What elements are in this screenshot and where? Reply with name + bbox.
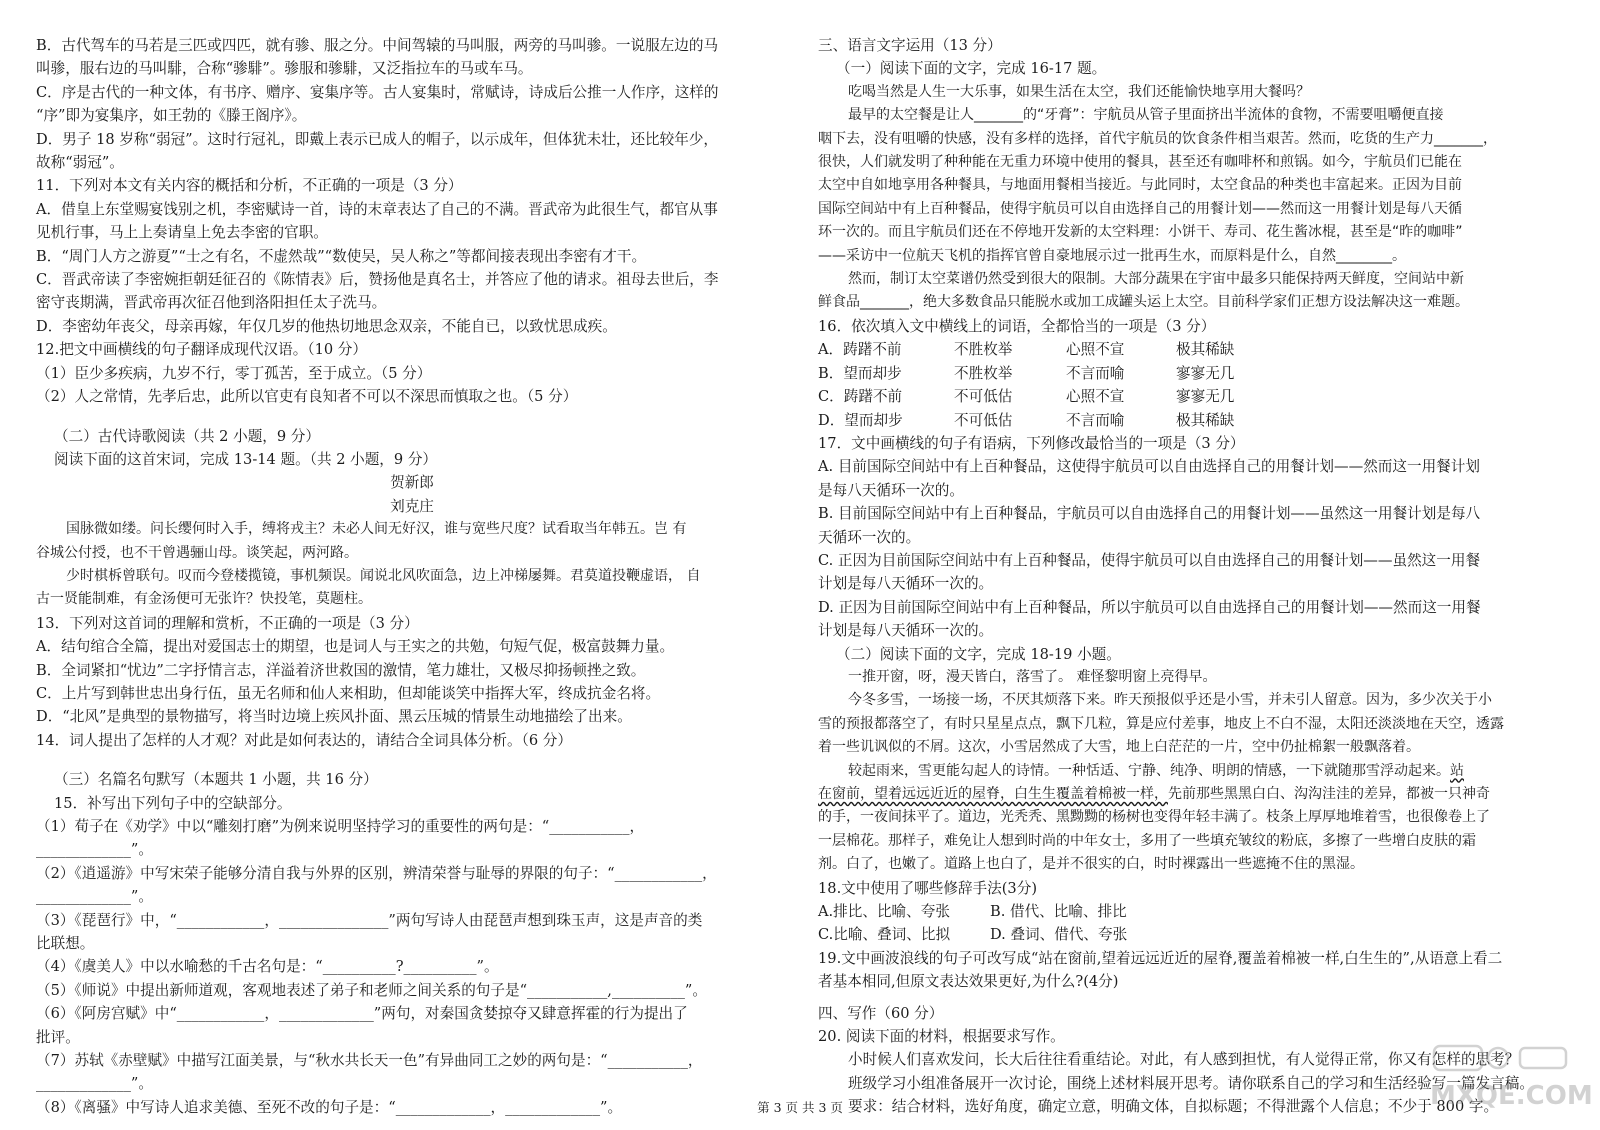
- text-line: 一层棉花。那样子，难免让人想到时尚的中年女士，多用了一些填充皱纹的粉底，多擦了一些增白皮肤的霜: [818, 832, 1476, 849]
- option-word: 寥寥无几: [1176, 364, 1235, 382]
- text-line: 13．下列对这首词的理解和赏析，不正确的一项是（3 分）: [36, 614, 419, 632]
- option-word: 不胜枚举: [954, 364, 1013, 382]
- text-span: 较起雨来，雪更能勾起人的诗情。一种恬适、宁静、纯净、明朗的情感，一下就随那雪浮动起来。: [848, 762, 1450, 779]
- option-word: 心照不宣: [1066, 388, 1125, 406]
- text-line: （4）《虞美人》中以水喻愁的千古名句是：“__________?__________”。: [36, 958, 499, 976]
- text-line: 国际空间站中有上百种餐品，使得宇航员可以自由选择自己的用餐计划——然而这一用餐计划是每八天循: [818, 200, 1462, 217]
- option-word: A．踌躇不前: [818, 341, 902, 359]
- text-line: 者基本相同,但原文表达效果更好,为什么?(4分): [818, 973, 1119, 991]
- text-line: 16．依次填入文中横线上的词语，全都恰当的一项是（3 分）: [818, 317, 1216, 335]
- text-line: 国脉微如缕。问长缨何时入手，缚将戎主？未必人间无好汉，谁与宽些尺度？试看取当年韩五。岂 有: [66, 521, 687, 538]
- text-line: B．全词紧扣“忧边”二字抒情言志，洋溢着济世救国的激情，笔力雄壮，又极尽抑扬顿挫之致。: [36, 661, 646, 679]
- question-stem: 18.文中使用了哪些修辞手法(3分): [818, 879, 1038, 897]
- text-line: 批评。: [36, 1028, 80, 1046]
- text-line: （5）《师说》中提出新师道观，客观地表述了弟子和老师之间关系的句子是“___________,__________”。: [36, 981, 707, 999]
- text-line: 见机行事，马上上奏请皇上免去李密的官职。: [36, 224, 328, 242]
- text-line: 比联想。: [36, 935, 95, 953]
- q17-and-passage: [818, 432, 1568, 760]
- text-line: 很快，人们就发明了种种能在无重力环境中使用的餐具，甚至还有咖啡杯和煎锅。如今，宇航员们已能在: [818, 154, 1462, 171]
- text-line: 17．文中画横线的句子有语病，下列修改最恰当的一项是（3 分）: [818, 434, 1245, 452]
- option-word: 极其稀缺: [1176, 341, 1235, 359]
- option-word: 不可低估: [954, 388, 1013, 406]
- wavy-underlined-sentence: 在窗前，望着远远近近的屋脊，白生生覆盖着棉被一样，: [818, 786, 1168, 802]
- page-footer: 第 3 页 共 3 页: [757, 1100, 843, 1115]
- text-line: 天循环一次的。: [818, 528, 921, 546]
- text-line: 15．补写出下列句子中的空缺部分。: [54, 794, 292, 812]
- option: B. 借代、比喻、排比: [990, 903, 1127, 921]
- text-line: [818, 783, 1568, 806]
- text-line: 三、语言文字运用（13 分）: [818, 37, 1002, 54]
- left-column: [36, 34, 788, 1119]
- text-line: 古一贤能制难，有金汤便可无张许？快投笔，莫题柱。: [36, 591, 372, 608]
- text-line: 12.把文中画横线的句子翻译成现代汉语。（10 分）: [36, 341, 367, 359]
- text-line: [818, 760, 1568, 783]
- text-line: 雪的预报都落空了，有时只星星点点，飘下几粒，算是应付差事，地皮上不白不湿，太阳还淡淡地在天空，透露: [818, 715, 1504, 732]
- text-line: B. 目前国际空间站中有上百种餐品，宇航员可以自由选择自己的用餐计划——虽然这一用餐计划是每八: [818, 505, 1481, 523]
- option-word: B．望而却步: [818, 364, 902, 382]
- spacer: [818, 994, 1568, 1002]
- option-word: 心照不宣: [1066, 341, 1125, 359]
- text-line: 的手，一夜间抹平了。道边，光秃秃、黑黝黝的杨树也变得年轻丰满了。枝条上厚厚地堆着雪，也很像卷上了: [818, 809, 1490, 826]
- text-line: A．借皇上东堂赐宴饯别之机，李密赋诗一首，诗的末章表达了自己的不满。晋武帝为此很生气，都官从事: [36, 200, 718, 218]
- text-line: （2）《逍遥游》中写宋荣子能够分清自我与外界的区别，辨清荣誉与耻辱的界限的句子：“____________，: [36, 864, 717, 882]
- text-line: 四、写作（60 分）: [818, 1004, 944, 1022]
- text-line: _____________”。: [36, 888, 153, 906]
- language-section: [818, 34, 1568, 338]
- text-line: （1）臣少多疾病，九岁不行，零丁孤苦，至于成立。（5 分）: [36, 364, 432, 382]
- text-line: 密守丧期满，晋武帝再次征召他到洛阳担任太子洗马。: [36, 294, 387, 312]
- wavy-underlined-sentence: 站: [1450, 762, 1464, 779]
- text-line: 一推开窗，呀，漫天皆白，落雪了。 难怪黎明窗上亮得早。: [848, 668, 1217, 685]
- text-span: 先前那些黑黑白白、沟沟洼洼的差异，都被一只神奇: [1168, 786, 1490, 802]
- option-word: 寥寥无几: [1176, 388, 1235, 406]
- text-line: D. 正因为目前国际空间站中有上百种餐品，所以宇航员可以自由选择自己的用餐计划——然而这一用餐: [818, 598, 1481, 616]
- question-19: [818, 947, 1568, 994]
- option-row: [818, 338, 1568, 361]
- text-line: （二）古代诗歌阅读（共 2 小题，9 分）: [54, 427, 320, 445]
- text-line: 计划是每八天循环一次的。: [818, 622, 994, 640]
- option-row: [818, 385, 1568, 408]
- option-row: [818, 362, 1568, 385]
- option: D. 叠词、借代、夸张: [990, 926, 1128, 944]
- spacer: [36, 752, 788, 768]
- text-line: _____________”。: [36, 841, 153, 859]
- text-line: 刘克庄: [390, 497, 434, 515]
- option-word: 极其稀缺: [1176, 411, 1235, 429]
- option-word: C．踌躇不前: [818, 388, 903, 406]
- text-line: 20. 阅读下面的材料，根据要求写作。: [818, 1028, 1065, 1046]
- text-line: 谷城公付授，也不干曾遇骊山母。谈笑起，两河路。: [36, 544, 358, 561]
- text-line: （二）阅读下面的文字，完成 18-19 小题。: [836, 645, 1121, 663]
- text-line: 最早的太空餐是让人_______的“牙膏”：宇航员从管子里面挤出半流体的食物，不需要咀嚼便直接: [848, 107, 1444, 124]
- text-line: C．上片写到韩世忠出身行伍，虽无名师和仙人来相助，但却能谈笑中指挥大军，终成抗金名将。: [36, 684, 661, 702]
- text-line: A．结句绾合全篇，提出对爱国志士的期望，也是词人与王实之的共勉，句短气促，极富鼓舞力量。: [36, 638, 675, 656]
- text-line: 贺新郎: [390, 474, 434, 492]
- option-word: 不胜枚举: [954, 341, 1013, 359]
- text-line: 太空中自如地享用各种餐具，与地面用餐相当接近。与此同时，太空食品的种类也丰富起来。正因为目前: [818, 177, 1462, 194]
- text-line: 要求：结合材料，选好角度，确定立意，明确文体，自拟标题；不得泄露个人信息；不少于 800 字。: [848, 1098, 1499, 1116]
- text-line: 计划是每八天循环一次的。: [818, 575, 994, 593]
- text-line: 班级学习小组准备展开一次讨论，围绕上述材料展开思考。请你联系自己的学习和生活经验写一篇发言稿。: [848, 1074, 1534, 1092]
- text-line: （1）荀子在《劝学》中以“雕刻打磨”为例来说明坚持学习的重要性的两句是：“___________，: [36, 818, 645, 835]
- text-line: C. 正因为目前国际空间站中有上百种餐品，使得宇航员可以自由选择自己的用餐计划——虽然这一用餐: [818, 551, 1481, 569]
- spacer: [36, 409, 788, 425]
- option: A.排比、比喻、夸张: [818, 903, 950, 921]
- text-line: “序”即为宴集序，如王勃的《滕王阁序》。: [36, 107, 307, 125]
- text-line: D．李密幼年丧父，母亲再嫁，年仅几岁的他热切地思念双亲，不能自已，以致忧思成疾。: [36, 317, 617, 335]
- text-line: D．男子 18 岁称“弱冠”。这时行冠礼，即戴上表示已成人的帽子，以示成年，但体犹未壮，还比较年少，: [36, 130, 719, 148]
- option-word: 不言而喻: [1066, 364, 1125, 382]
- option-row: [818, 409, 1568, 432]
- question-18: [818, 877, 1568, 947]
- text-line: 少时棋柝曾联句。叹而今登楼揽镜，事机频误。闻说北风吹面急，边上冲梯屡舞。君莫道投鞭虚语， 自: [66, 567, 701, 584]
- text-line: B．“周门人方之游夏”“士之有名，不虚然哉”“数使吴，吴人称之”等都间接表现出李密有才干。: [36, 247, 647, 265]
- right-column: [818, 34, 1568, 1119]
- text-line: （2）人之常情，先孝后忠，此所以官吏有良知者不可以不深思而慎取之也。（5 分）: [36, 388, 578, 406]
- text-line: 环一次的。而且宇航员们还在不停地开发新的太空料理：小饼干、寿司、花生酱冰棍，甚至是“昨的咖啡”: [818, 224, 1463, 241]
- text-line: 吃喝当然是人生一大乐事，如果生活在太空，我们还能愉快地享用大餐吗？: [848, 83, 1310, 100]
- option-word: 不可低估: [954, 411, 1013, 429]
- text-line: （一）阅读下面的文字，完成 16-17 题。: [836, 60, 1107, 78]
- text-line: C．晋武帝读了李密婉拒朝廷征召的《陈情表》后，赞扬他是真名士，并答应了他的请求。祖母去世后，李: [36, 271, 719, 289]
- text-line: D．“北风”是典型的景物描写，将当时边境上疾风扑面、黑云压城的情景生动地描绘了出来。: [36, 708, 632, 726]
- text-line: 19.文中画波浪线的句子可改写成“站在窗前,望着远远近近的屋脊,覆盖着棉被一样,白生生的”,从语意上看二: [818, 949, 1503, 967]
- text-line: （3）《琵琶行》中，“____________，_______________”两句写诗人由琵琶声想到珠玉声，这是声音的类: [36, 911, 703, 929]
- text-line: （6）《阿房宫赋》中“____________，_____________”两句，对秦国贪婪掠夺又肆意挥霍的行为提出了: [36, 1005, 688, 1023]
- text-line: 阅读下面的这首宋词，完成 13-14 题。（共 2 小题，9 分）: [54, 450, 438, 468]
- text-line: 鲜食品_______，绝大多数食品只能脱水或加工成罐头运上太空。目前科学家们正想方设法解决这一难题。: [818, 294, 1469, 311]
- text-line: （8）《离骚》中写诗人追求美德、至死不改的句子是：“_____________，_____________”。: [36, 1098, 623, 1116]
- text-line: C．序是古代的一种文体，有书序、赠序、宴集序等。古人宴集时，常赋诗，诗成后公推一人作序，这样的: [36, 83, 719, 101]
- text-line: 叫骖，服右边的马叫騑，合称“骖騑”。骖服和骖騑，又泛指拉车的马或车马。: [36, 60, 533, 78]
- text-line: _____________”。: [36, 1075, 153, 1093]
- watermark-logo: [1428, 1042, 1593, 1111]
- text-line: 咽下去，没有咀嚼的快感，没有多样的选择，首代宇航员的饮食条件相当艰苦。然而，吃货的生产力_______，: [818, 130, 1497, 147]
- text-line: 是每八天循环一次的。: [818, 481, 964, 499]
- text-line: 14．词人提出了怎样的人才观？对此是如何表达的，请结合全词具体分析。（6 分）: [36, 731, 572, 749]
- option-word: 不言而喻: [1066, 411, 1125, 429]
- text-line: 小时候人们喜欢发问，长大后往往看重结论。对此，有人感到担忧，有人觉得正常，你又有怎样的思考？: [848, 1051, 1520, 1069]
- text-line: 然而，制订太空菜谱仍然受到很大的限制。大部分蔬果在宇宙中最多只能保持两天鲜度，空间站中新: [848, 271, 1464, 288]
- text-line: 着一些讥讽似的不屑。这次，小雪居然成了大雪，地上白茫茫的一片，空中仍扯棉絮一般飘落着。: [818, 739, 1420, 756]
- text-line: 今冬多雪，一场接一场，不厌其烦落下来。昨天预报似乎还是小雪，并未引人留意。因为，多少次关于小: [848, 692, 1492, 709]
- q16-options: [818, 338, 1568, 432]
- option-word: D．望而却步: [818, 411, 903, 429]
- text-line: B．古代驾车的马若是三匹或四匹，就有骖、服之分。中间驾辕的马叫服，两旁的马叫骖。一说服左边的马: [36, 37, 719, 54]
- text-line: ——采访中一位航天飞机的指挥官曾自豪地展示过一批再生水，而原料是什么，自然________。: [818, 247, 1406, 264]
- text-line: 剂。白了，也嫩了。道路上也白了，是并不很实的白，时时裸露出一些遮掩不住的黑湿。: [818, 856, 1364, 873]
- option-row: [818, 900, 1568, 923]
- option-row: [818, 923, 1568, 946]
- snow-paragraph: [818, 760, 1568, 877]
- watermark-text: MXQE.COM: [1430, 1081, 1593, 1111]
- option: C.比喻、叠词、比拟: [818, 926, 951, 944]
- text-line: A. 目前国际空间站中有上百种餐品，这使得宇航员可以自由选择自己的用餐计划——然而这一用餐计划: [818, 458, 1480, 476]
- text-line: （三）名篇名句默写（本题共 1 小题，共 16 分）: [54, 771, 378, 789]
- text-line: 11．下列对本文有关内容的概括和分析，不正确的一项是（3 分）: [36, 177, 463, 195]
- text-line: （7）苏轼《赤壁赋》中描写江面美景，与“秋水共长天一色”有异曲同工之妙的两句是：“___________，: [36, 1052, 703, 1070]
- text-line: 故称“弱冠”。: [36, 154, 124, 172]
